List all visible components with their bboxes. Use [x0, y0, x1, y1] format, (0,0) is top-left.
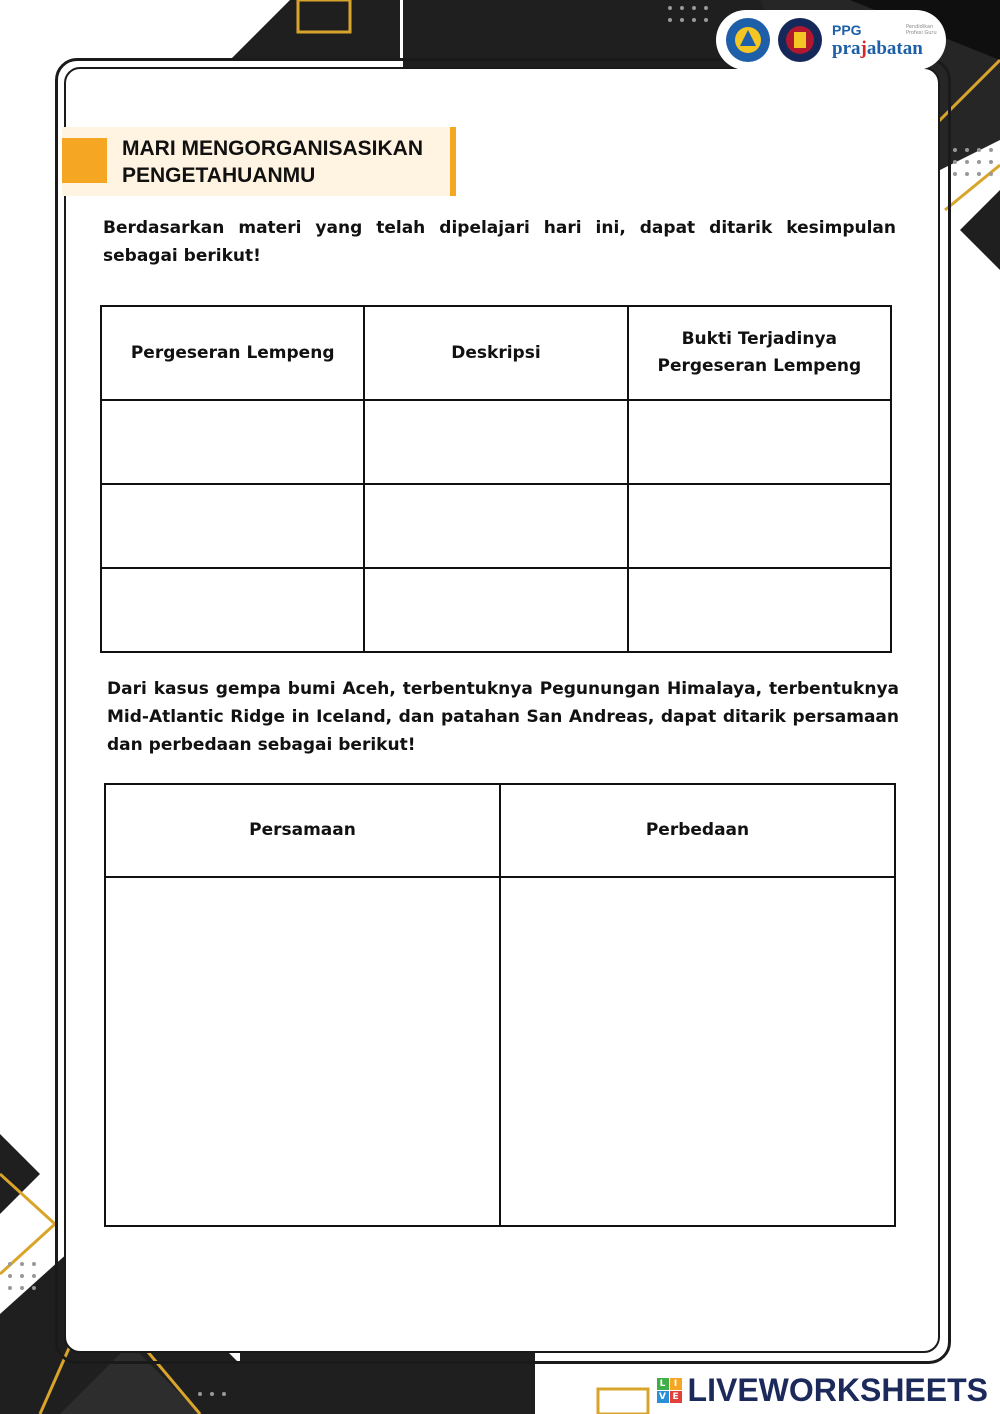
table-row — [101, 568, 891, 652]
table-cell[interactable] — [101, 484, 364, 568]
header-logos — [716, 10, 946, 70]
table-cell[interactable] — [364, 400, 627, 484]
header-persamaan: Persamaan — [105, 784, 500, 877]
table-cell[interactable] — [628, 400, 891, 484]
title-accent-square — [62, 138, 107, 183]
ppg-small-caption: Pendidikan Profesi Guru — [906, 24, 937, 36]
section-title-line-1: MARI MENGORGANISASIKAN — [122, 137, 424, 160]
university-logo-icon — [778, 18, 822, 62]
table-cell[interactable] — [101, 400, 364, 484]
section-title-line-2: PENGETAHUANMU — [122, 164, 316, 187]
comparison-table — [104, 783, 896, 1227]
table-cell[interactable] — [628, 484, 891, 568]
prajabatan-label: prajabatan — [832, 37, 923, 59]
table-cell[interactable] — [364, 568, 627, 652]
table-cell[interactable] — [364, 484, 627, 568]
section-title — [122, 135, 423, 189]
liveworksheets-wordmark: LIVEWORKSHEETS — [687, 1371, 988, 1408]
table-row — [101, 400, 891, 484]
table-cell[interactable] — [628, 568, 891, 652]
table-cell[interactable] — [101, 568, 364, 652]
header-deskripsi: Deskripsi — [364, 306, 627, 400]
ppg-label: PPG — [832, 21, 862, 38]
table-row — [105, 877, 895, 1226]
header-perbedaan: Perbedaan — [500, 784, 895, 877]
persamaan-answer-cell[interactable] — [105, 877, 500, 1226]
plate-shift-table — [100, 305, 892, 653]
case-paragraph: Dari kasus gempa bumi Aceh, terbentuknya Pegunungan Himalaya, terbentuknya Mid-Atlantic Ridge in Iceland, dan patahan San Andreas, dapat ditarik persamaan dan perbedaan sebagai berikut! — [107, 679, 899, 755]
header-bukti-pergeseran: Bukti Terjadinya Pergeseran Lempeng — [628, 306, 891, 400]
table-header-row — [101, 306, 891, 400]
perbedaan-answer-cell[interactable] — [500, 877, 895, 1226]
liveworksheets-brand[interactable] — [658, 1366, 1000, 1414]
header-pergeseran-lempeng: Pergeseran Lempeng — [101, 306, 364, 400]
section-title-badge — [62, 127, 456, 196]
intro-paragraph: Berdasarkan materi yang telah dipelajari hari ini, dapat ditarik kesimpulan sebagai berikut! — [103, 218, 896, 266]
table-row — [101, 484, 891, 568]
liveworksheets-logo-icon: L I V E — [657, 1378, 682, 1403]
kemdikbud-logo-icon — [726, 18, 770, 62]
table-header-row — [105, 784, 895, 877]
